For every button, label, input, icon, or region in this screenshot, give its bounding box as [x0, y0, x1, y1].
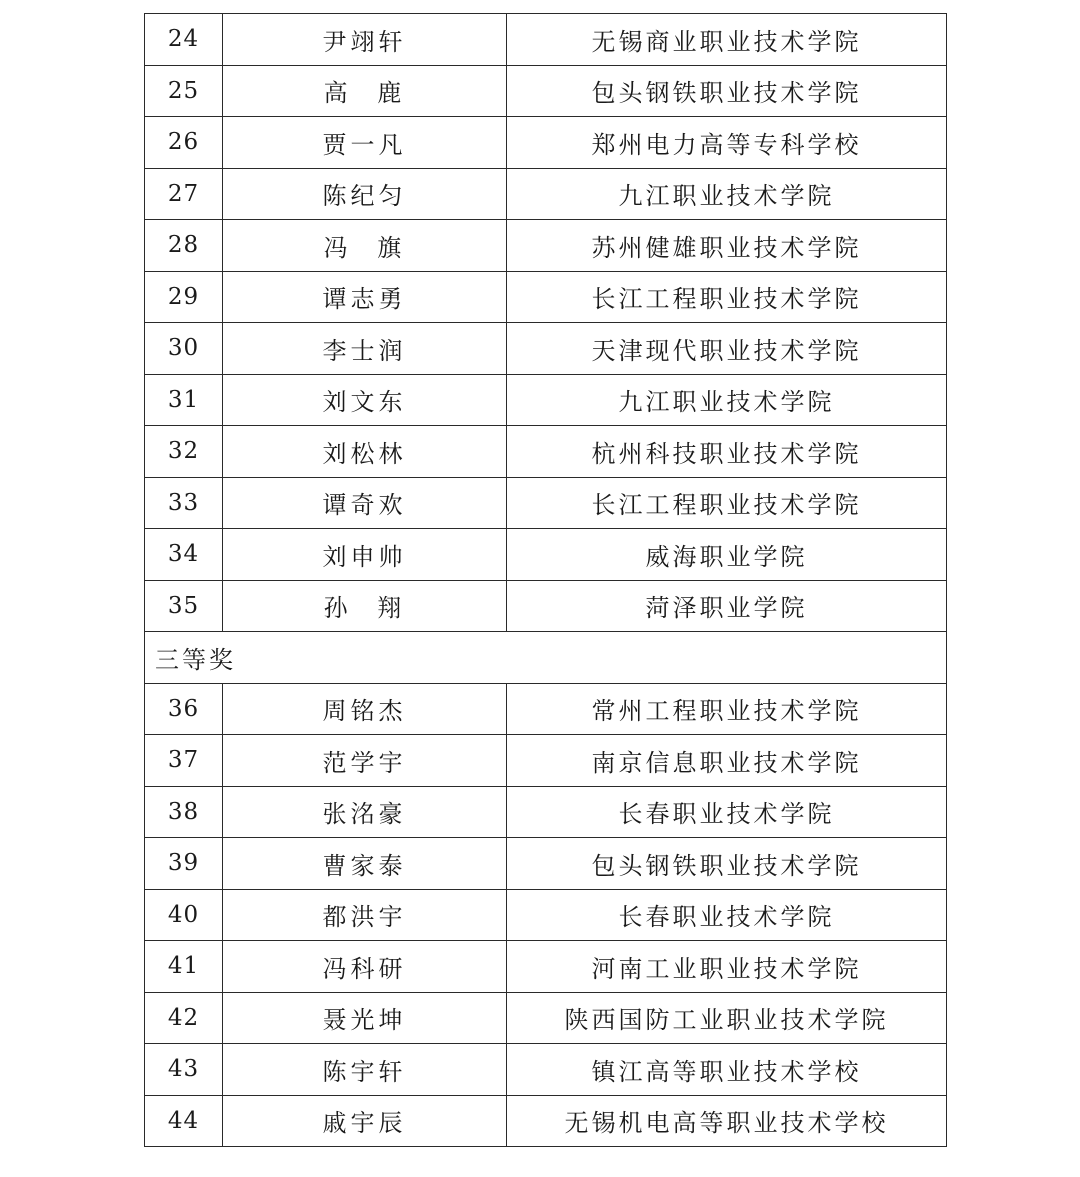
winner-name: 陈纪匀 [223, 168, 507, 220]
row-number: 42 [145, 992, 223, 1044]
winner-name: 张洺豪 [223, 786, 507, 838]
row-number: 26 [145, 117, 223, 169]
school-name: 郑州电力高等专科学校 [507, 117, 947, 169]
school-name: 常州工程职业技术学院 [507, 683, 947, 735]
table-row [145, 271, 947, 323]
school-name: 九江职业技术学院 [507, 374, 947, 426]
row-number: 31 [145, 374, 223, 426]
row-number: 34 [145, 529, 223, 581]
section-label: 三等奖 [145, 632, 947, 684]
row-number: 38 [145, 786, 223, 838]
row-number: 24 [145, 14, 223, 66]
row-number: 36 [145, 683, 223, 735]
school-name: 无锡商业职业技术学院 [507, 14, 947, 66]
table-row [145, 374, 947, 426]
winner-name: 冯科研 [223, 941, 507, 993]
school-name: 包头钢铁职业技术学院 [507, 65, 947, 117]
winner-name: 谭志勇 [223, 271, 507, 323]
school-name: 威海职业学院 [507, 529, 947, 581]
winner-name: 都洪宇 [223, 889, 507, 941]
table-row [145, 838, 947, 890]
row-number: 39 [145, 838, 223, 890]
table-row [145, 1044, 947, 1096]
table-row [145, 477, 947, 529]
table-row [145, 529, 947, 581]
winner-name: 聂光坤 [223, 992, 507, 1044]
row-number: 32 [145, 426, 223, 478]
table-row [145, 426, 947, 478]
school-name: 菏泽职业学院 [507, 580, 947, 632]
winner-name: 范学宇 [223, 735, 507, 787]
school-name: 长江工程职业技术学院 [507, 271, 947, 323]
row-number: 27 [145, 168, 223, 220]
row-number: 28 [145, 220, 223, 272]
school-name: 镇江高等职业技术学校 [507, 1044, 947, 1096]
table-row [145, 220, 947, 272]
winner-name: 高 鹿 [223, 65, 507, 117]
school-name: 长春职业技术学院 [507, 786, 947, 838]
winner-name: 孙 翔 [223, 580, 507, 632]
winner-name: 曹家泰 [223, 838, 507, 890]
winner-name: 贾一凡 [223, 117, 507, 169]
school-name: 南京信息职业技术学院 [507, 735, 947, 787]
school-name: 长江工程职业技术学院 [507, 477, 947, 529]
table-row [145, 1095, 947, 1147]
row-number: 37 [145, 735, 223, 787]
table-row [145, 889, 947, 941]
table-row [145, 992, 947, 1044]
winner-name: 李士润 [223, 323, 507, 375]
row-number: 44 [145, 1095, 223, 1147]
school-name: 陕西国防工业职业技术学院 [507, 992, 947, 1044]
table-row [145, 323, 947, 375]
winner-name: 尹翊轩 [223, 14, 507, 66]
row-number: 35 [145, 580, 223, 632]
table-row [145, 65, 947, 117]
table-body [145, 14, 947, 1147]
winner-name: 冯 旗 [223, 220, 507, 272]
row-number: 43 [145, 1044, 223, 1096]
winner-name: 谭奇欢 [223, 477, 507, 529]
school-name: 天津现代职业技术学院 [507, 323, 947, 375]
school-name: 河南工业职业技术学院 [507, 941, 947, 993]
winner-name: 刘文东 [223, 374, 507, 426]
table-row [145, 580, 947, 632]
row-number: 30 [145, 323, 223, 375]
table-row [145, 735, 947, 787]
row-number: 41 [145, 941, 223, 993]
table-row [145, 117, 947, 169]
row-number: 25 [145, 65, 223, 117]
table-row [145, 786, 947, 838]
winner-name: 陈宇轩 [223, 1044, 507, 1096]
table-row [145, 168, 947, 220]
winner-name: 周铭杰 [223, 683, 507, 735]
school-name: 包头钢铁职业技术学院 [507, 838, 947, 890]
table-row [145, 941, 947, 993]
school-name: 苏州健雄职业技术学院 [507, 220, 947, 272]
table-row [145, 14, 947, 66]
section-row [145, 632, 947, 684]
row-number: 40 [145, 889, 223, 941]
award-table [144, 13, 947, 1147]
winner-name: 刘申帅 [223, 529, 507, 581]
school-name: 杭州科技职业技术学院 [507, 426, 947, 478]
winner-name: 刘松林 [223, 426, 507, 478]
winner-name: 戚宇辰 [223, 1095, 507, 1147]
row-number: 33 [145, 477, 223, 529]
school-name: 长春职业技术学院 [507, 889, 947, 941]
table-row [145, 683, 947, 735]
row-number: 29 [145, 271, 223, 323]
school-name: 九江职业技术学院 [507, 168, 947, 220]
school-name: 无锡机电高等职业技术学校 [507, 1095, 947, 1147]
